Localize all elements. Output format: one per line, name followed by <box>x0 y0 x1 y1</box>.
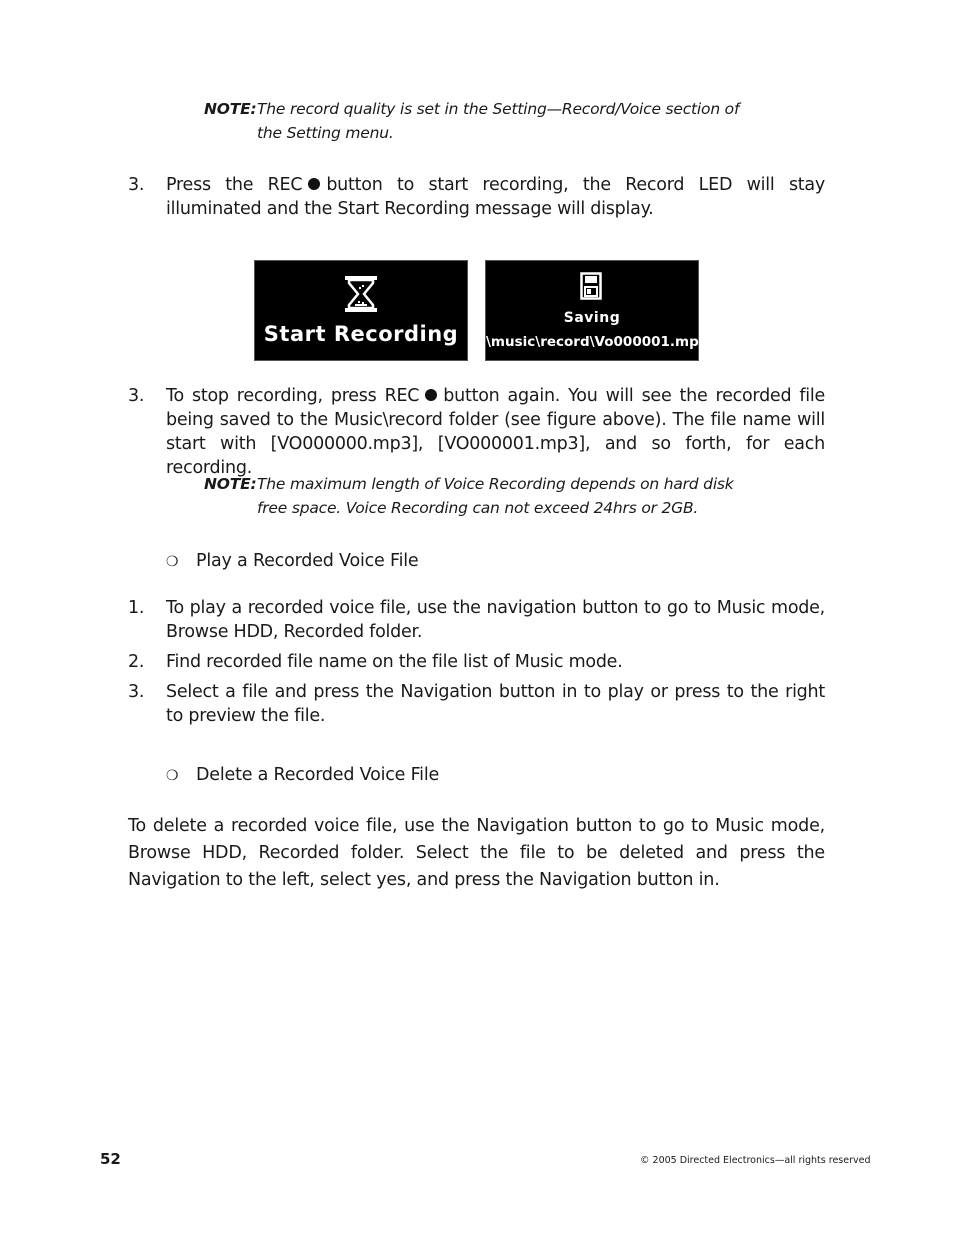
step-text: To play a recorded voice file, use the navigation button to go to Music mode, Browse HDD, Recorded folder. <box>166 598 825 642</box>
screen-message: Saving <box>563 310 621 326</box>
step-text: Select a file and press the Navigation button in to play or press to the right to preview the file. <box>166 682 825 726</box>
delete-paragraph: To delete a recorded voice file, use the Navigation button to go to Music mode, Browse HDD, Recorded folder. Select the file to be deleted and press the Navigation to the left, select yes, and press the Navigation button in. <box>128 816 825 890</box>
rec-dot-icon <box>425 389 437 401</box>
step-text: Press the REC <box>166 175 303 195</box>
screen-file-path: \music\record\Vo000001.mp3 <box>486 334 709 350</box>
heading-text: Delete a Recorded Voice File <box>196 765 440 785</box>
step-text: Find recorded file name on the file list of Music mode. <box>166 652 623 672</box>
screen-saving <box>485 260 709 361</box>
step-stop-recording <box>128 384 825 480</box>
step-number: 3. <box>128 682 145 702</box>
floppy-disk-icon <box>580 272 602 300</box>
screen-start-recording <box>254 260 468 361</box>
step-number: 3. <box>128 175 145 195</box>
play-step-3 <box>128 680 825 728</box>
step-number: 2. <box>128 652 145 672</box>
note-text: The record quality is set in the Setting—Record/Voice section of <box>257 100 740 118</box>
play-step-2 <box>128 650 825 674</box>
screen-message: Start Recording <box>263 322 459 346</box>
page-number: 52 <box>100 1150 121 1168</box>
note-max-length <box>204 472 764 520</box>
rec-dot-icon <box>308 178 320 190</box>
step-number: 3. <box>128 386 145 406</box>
note-text: the Setting menu. <box>257 124 394 142</box>
note-record-quality <box>204 97 764 145</box>
step-text: button again. You will see the recorded file being saved to the Music\record folder (see figure above). The file name will start with [VO000000.mp3], [VO000001.mp3], and so forth, for each recording. <box>166 386 825 478</box>
shadowed-circle-bullet-icon: ❍ <box>166 554 179 570</box>
hourglass-icon <box>343 275 379 313</box>
step-start-recording <box>128 173 825 221</box>
shadowed-circle-bullet-icon: ❍ <box>166 768 179 784</box>
note-label: NOTE: <box>204 475 257 493</box>
section-heading-delete <box>166 763 439 788</box>
note-text: The maximum length of Voice Recording depends on hard disk <box>257 475 734 493</box>
heading-text: Play a Recorded Voice File <box>196 551 419 571</box>
note-text: free space. Voice Recording can not exceed 24hrs or 2GB. <box>257 499 699 517</box>
section-heading-play <box>166 549 418 574</box>
step-number: 1. <box>128 598 145 618</box>
play-step-1 <box>128 596 825 644</box>
step-text: To stop recording, press REC <box>166 386 420 406</box>
step-text: button to start recording, the Record LED will stay illuminated and the Start Recording message will display. <box>166 175 826 219</box>
note-label: NOTE: <box>204 100 257 118</box>
copyright-notice: © 2005 Directed Electronics—all rights reserved <box>640 1155 871 1166</box>
